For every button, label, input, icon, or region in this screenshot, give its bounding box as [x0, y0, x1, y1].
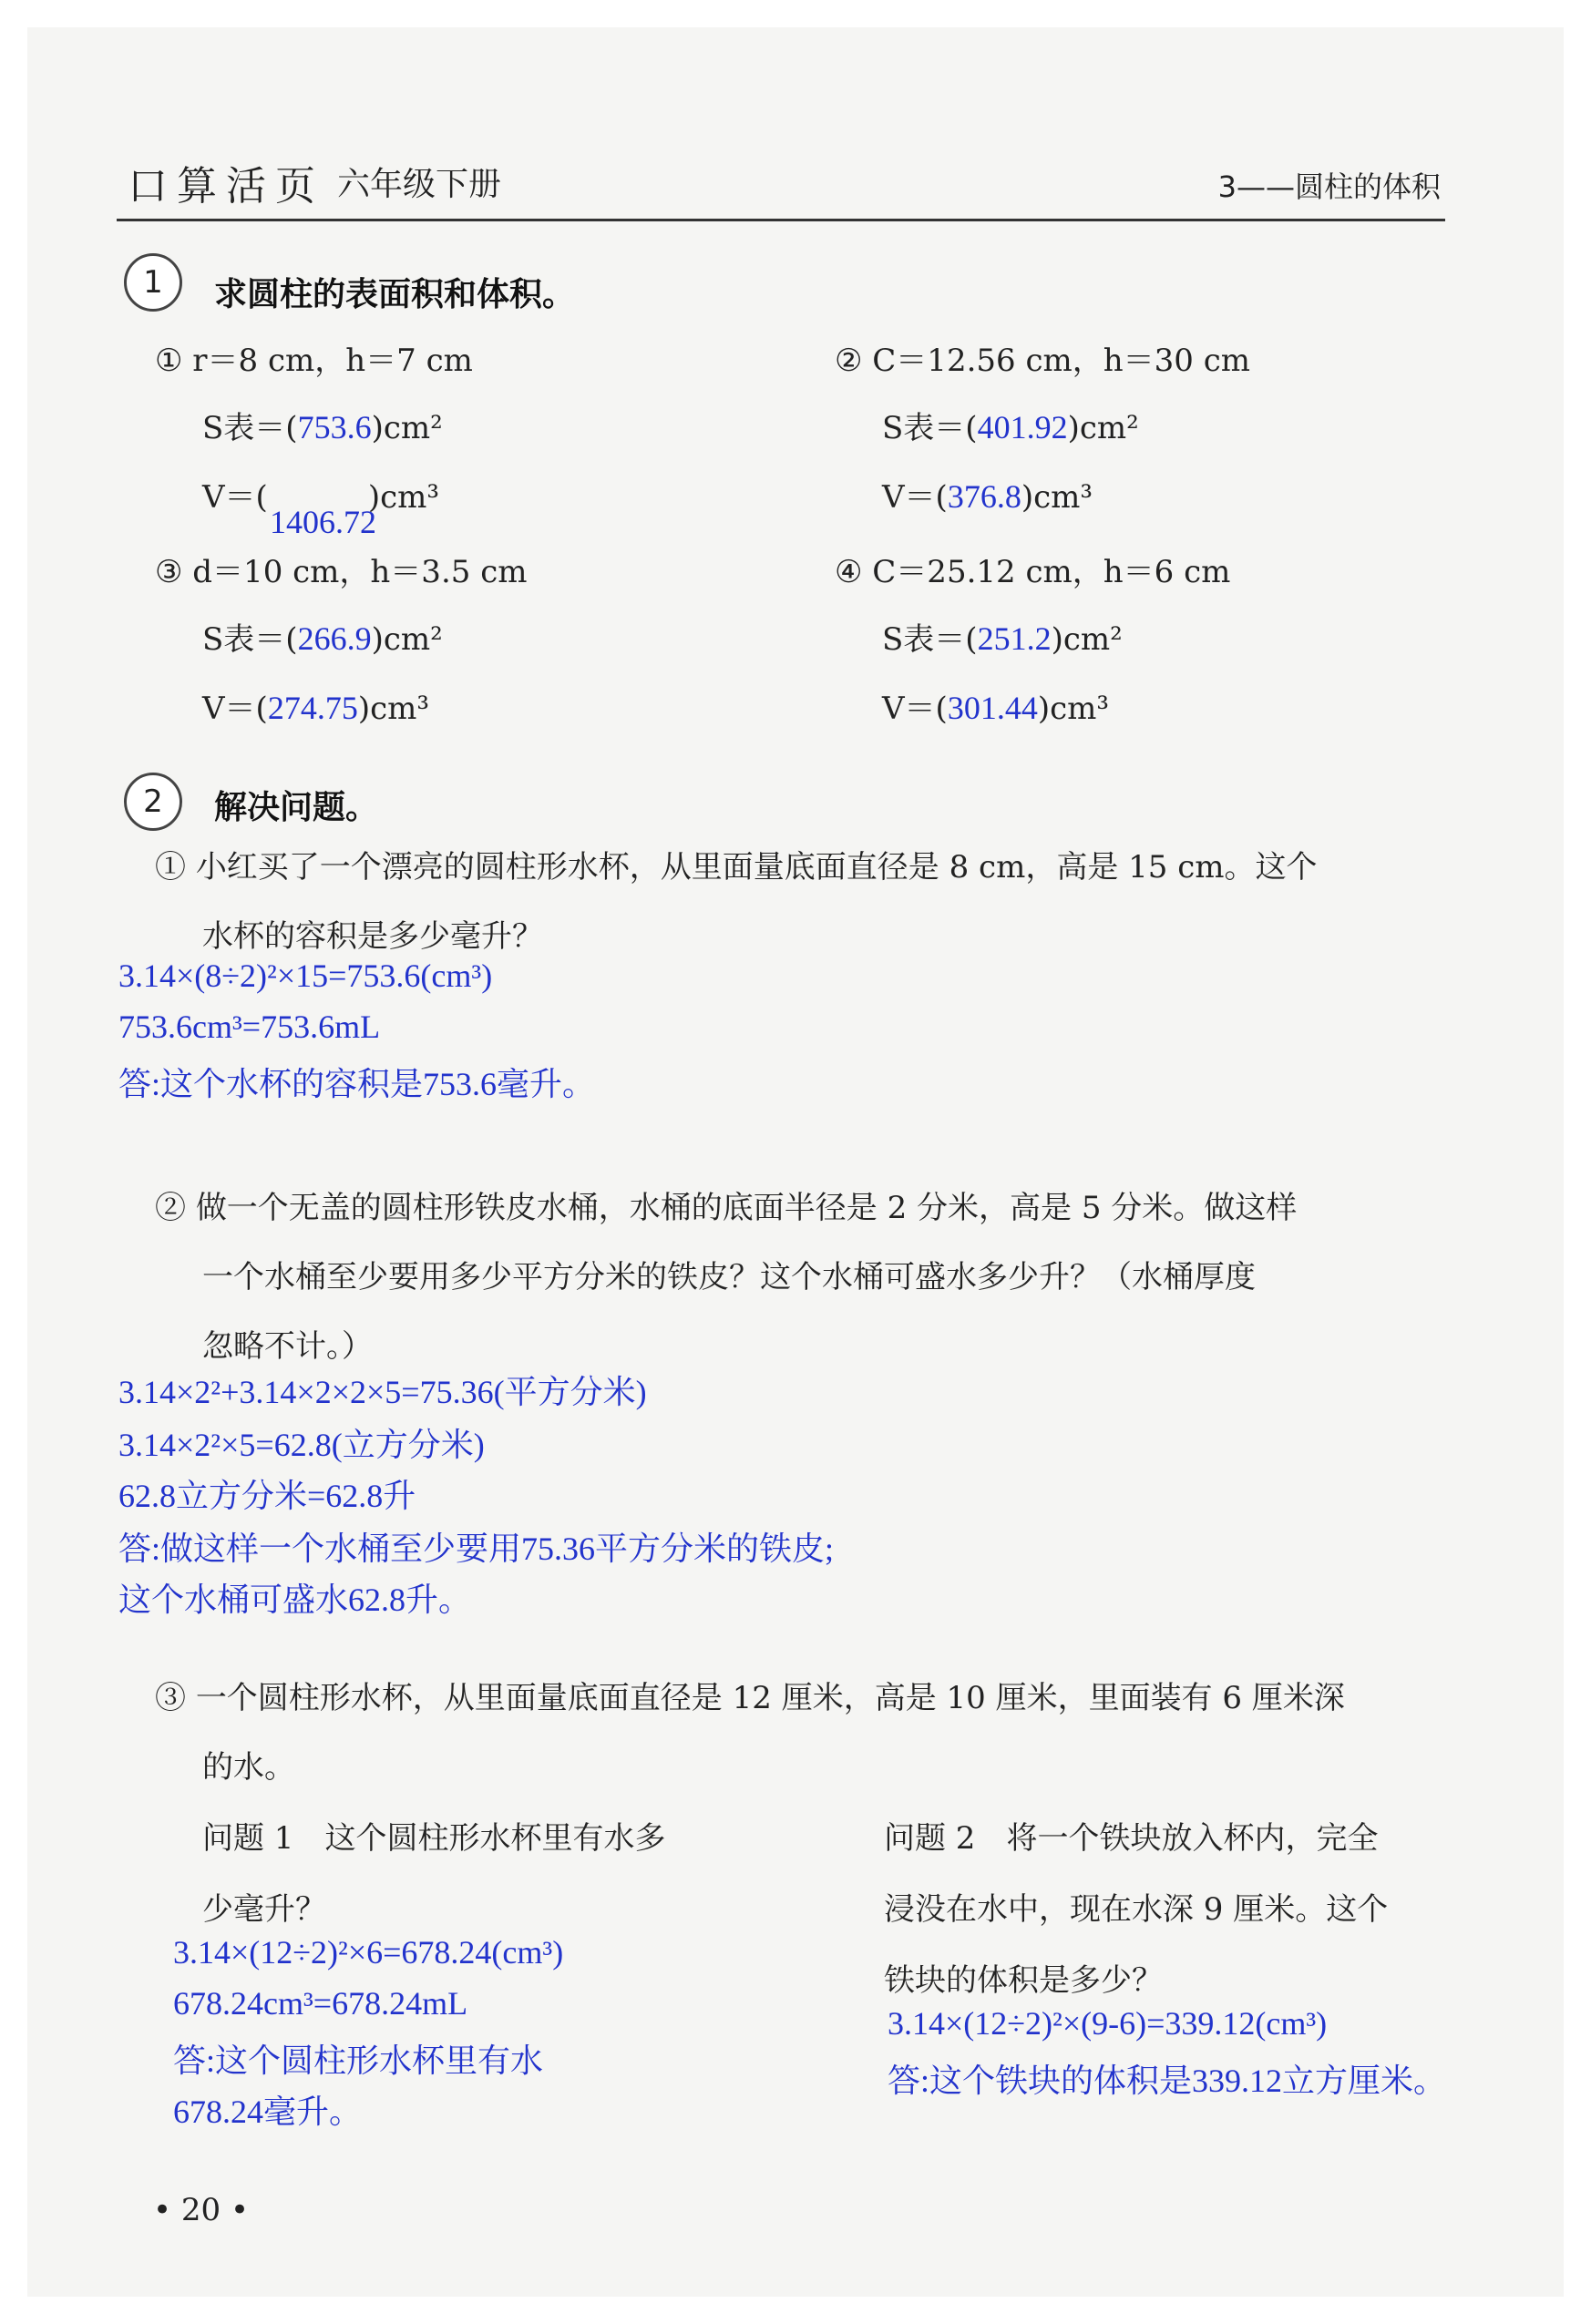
answer-line: 答:这个圆柱形水杯里有水 [173, 2042, 544, 2079]
answer-line: 678.24cm³=678.24mL [173, 1985, 468, 2022]
question-2-text: ② 做一个无盖的圆柱形铁皮水桶，水桶的底面半径是 2 分米，高是 5 分米。做这样 [155, 1190, 1298, 1226]
answer-line: 62.8立方分米=62.8升 [118, 1478, 416, 1514]
answer-line: 3.14×2²+3.14×2×2×5=75.36(平方分米) [118, 1374, 647, 1410]
section-badge-1 [117, 248, 180, 312]
section-title: 求圆柱的表面积和体积。 [214, 276, 576, 313]
section-title: 解决问题。 [214, 789, 379, 826]
chapter-title: 3——圆柱的体积 [1217, 169, 1441, 204]
answer-line: 3.14×(12÷2)²×6=678.24(cm³) [173, 1934, 564, 1971]
problem-1-surface: S表＝(753.6)cm² [202, 409, 443, 446]
question-3-part-1: 问题 1 这个圆柱形水杯里有水多 [202, 1820, 666, 1857]
problem-3-surface: S表＝(266.9)cm² [202, 620, 443, 658]
question-3-part-2-2: 浸没在水中，现在水深 9 厘米。这个 [884, 1891, 1389, 1928]
answer-line: 3.14×(12÷2)²×(9-6)=339.12(cm³) [888, 2005, 1328, 2042]
problem-1-given: ① r＝8 cm，h＝7 cm [155, 343, 473, 379]
question-1-text: ① 小红买了一个漂亮的圆柱形水杯，从里面量底面直径是 8 cm，高是 15 cm。这个 [155, 849, 1318, 886]
answer-line: 3.14×(8÷2)²×15=753.6(cm³) [118, 957, 493, 994]
page-number-container: • 20 • [153, 2192, 250, 2228]
question-2-text-2: 一个水桶至少要用多少平方分米的铁皮？这个水桶可盛水多少升？（水桶厚度 [202, 1259, 1256, 1295]
problem-1-volume: V＝( )cm³ [202, 479, 440, 516]
section-badge-2 [117, 767, 180, 831]
problem-4-given: ④ C＝25.12 cm，h＝6 cm [835, 554, 1231, 590]
problem-2-surface: S表＝(401.92)cm² [882, 409, 1139, 446]
answer-line: 答:做这样一个水桶至少要用75.36平方分米的铁皮; [118, 1531, 835, 1567]
answer-surface-4: 251.2 [977, 620, 1052, 657]
answer-line: 答:这个水杯的容积是753.6毫升。 [118, 1066, 596, 1102]
answer-line: 753.6cm³=753.6mL [118, 1008, 381, 1045]
answer-volume-2: 376.8 [947, 478, 1021, 515]
book-grade: 六年级下册 [337, 166, 502, 203]
answer-line: 3.14×2²×5=62.8(立方分米) [118, 1427, 485, 1463]
question-1-text-2: 水杯的容积是多少毫升？ [202, 918, 543, 955]
book-title: 口算活页 [128, 163, 324, 210]
answer-surface-3: 266.9 [297, 620, 372, 657]
problem-4-volume: V＝(301.44)cm³ [882, 690, 1110, 727]
answer-line: 678.24毫升。 [173, 2094, 363, 2130]
problem-4-surface: S表＝(251.2)cm² [882, 620, 1123, 658]
question-2-text-3: 忽略不计。） [202, 1328, 373, 1365]
question-3-text: ③ 一个圆柱形水杯，从里面量底面直径是 12 厘米，高是 10 厘米，里面装有 6 厘米深 [155, 1680, 1345, 1716]
header-divider [117, 219, 1445, 221]
question-3-part-2-3: 铁块的体积是多少？ [884, 1962, 1163, 1999]
answer-line: 答:这个铁块的体积是339.12立方厘米。 [888, 2063, 1447, 2099]
question-3-part-1-2: 少毫升？ [202, 1891, 326, 1928]
page-number: 20 [180, 2192, 221, 2228]
problem-2-volume: V＝(376.8)cm³ [882, 478, 1093, 516]
section-number: 2 [143, 783, 163, 820]
question-3-part-2: 问题 2 将一个铁块放入杯内，完全 [884, 1820, 1379, 1857]
answer-surface-1: 753.6 [297, 409, 372, 445]
answer-surface-2: 401.92 [977, 409, 1068, 445]
answer-volume-4: 301.44 [947, 690, 1038, 726]
problem-3-given: ③ d＝10 cm，h＝3.5 cm [155, 554, 528, 590]
problem-2-given: ② C＝12.56 cm，h＝30 cm [835, 343, 1250, 379]
answer-volume-1: 1406.72 [270, 504, 376, 540]
answer-line: 这个水桶可盛水62.8升。 [118, 1582, 472, 1618]
problem-3-volume: V＝(274.75)cm³ [202, 690, 430, 727]
section-number: 1 [143, 264, 163, 301]
answer-volume-3: 274.75 [267, 690, 358, 726]
question-3-text-2: 的水。 [202, 1749, 295, 1786]
